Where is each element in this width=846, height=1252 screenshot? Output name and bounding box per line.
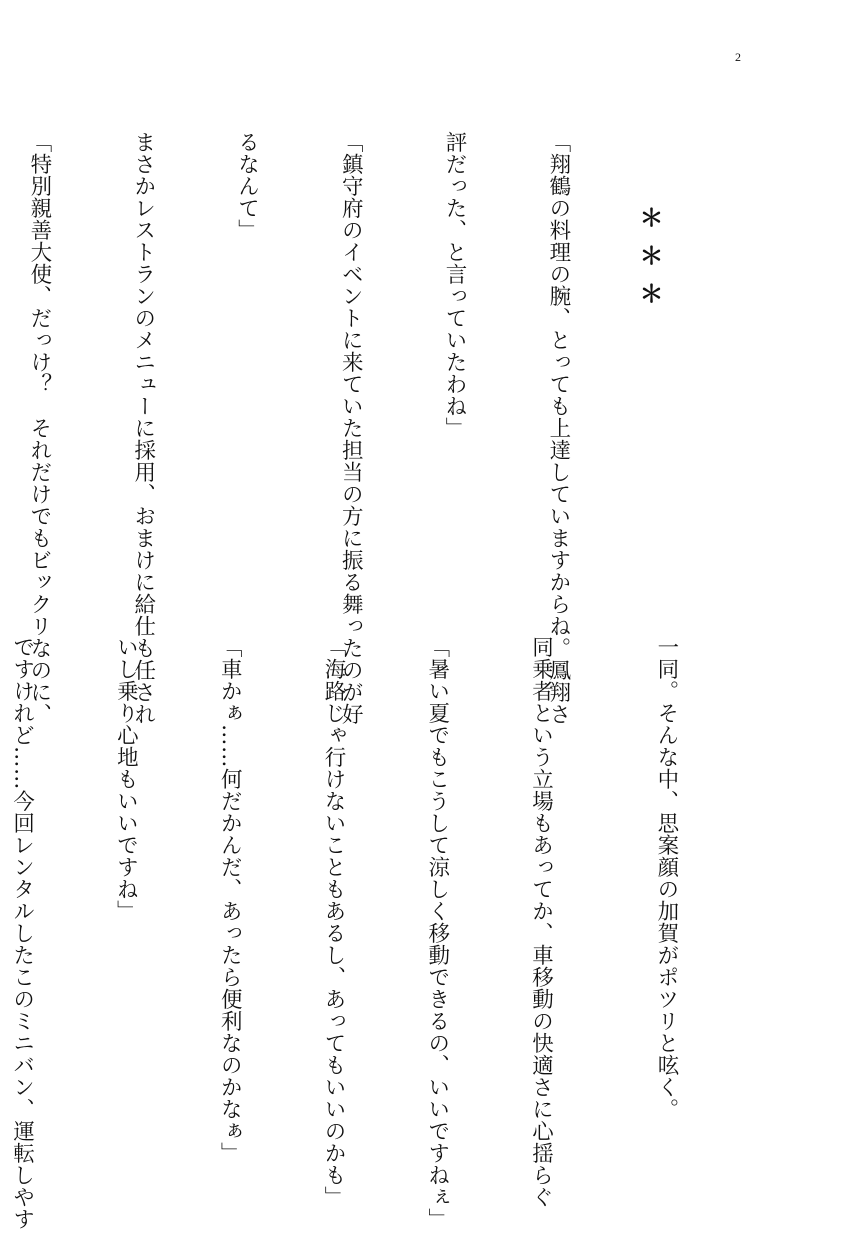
text-line: 「暑い夏でもこうして涼しく移動できるの、いいですねぇ」 — [424, 636, 450, 1230]
text-line: 「車かぁ……何だかんだ、あったら便利なのかなぁ」 — [217, 636, 243, 1164]
text-line: いし乗り心地もいいですね」 — [113, 636, 139, 922]
page-number: 2 — [735, 50, 741, 64]
text-line: まさかレストランのメニューに採用、おまけに給仕も任され — [130, 131, 156, 725]
section-break — [632, 205, 734, 328]
text-line: ですけれど……今回レンタルしたこのミニバン、運転しやす — [9, 636, 35, 1230]
text-line: 同乗者という立場もあってか、車移動の快適さに心揺らぐ — [528, 636, 554, 1208]
text-line: 「海路じゃ行けないこともあるし、あってもいいのかも」 — [320, 636, 346, 1208]
text-line: 一同。そんな中、思案顔の加賀がポツリと呟く。 — [653, 636, 679, 1120]
section-break-text: ＊＊＊ — [635, 205, 664, 319]
text-block-bottom — [9, 636, 752, 1230]
text-block-top — [26, 131, 644, 725]
text-line: 「特別親善大使、だっけ？ それだけでもビックリなのに、 — [26, 131, 52, 725]
text-line: 評だった、と言っていたわね」 — [442, 131, 468, 439]
text-line: るなんて」 — [234, 131, 260, 241]
text-line: 「鎮守府のイベントに来ていた担当の方に振る舞ったのが好 — [338, 131, 364, 725]
text-line: 「翔鶴の料理の腕、とっても上達していますからね。鳳翔さ — [545, 131, 571, 725]
